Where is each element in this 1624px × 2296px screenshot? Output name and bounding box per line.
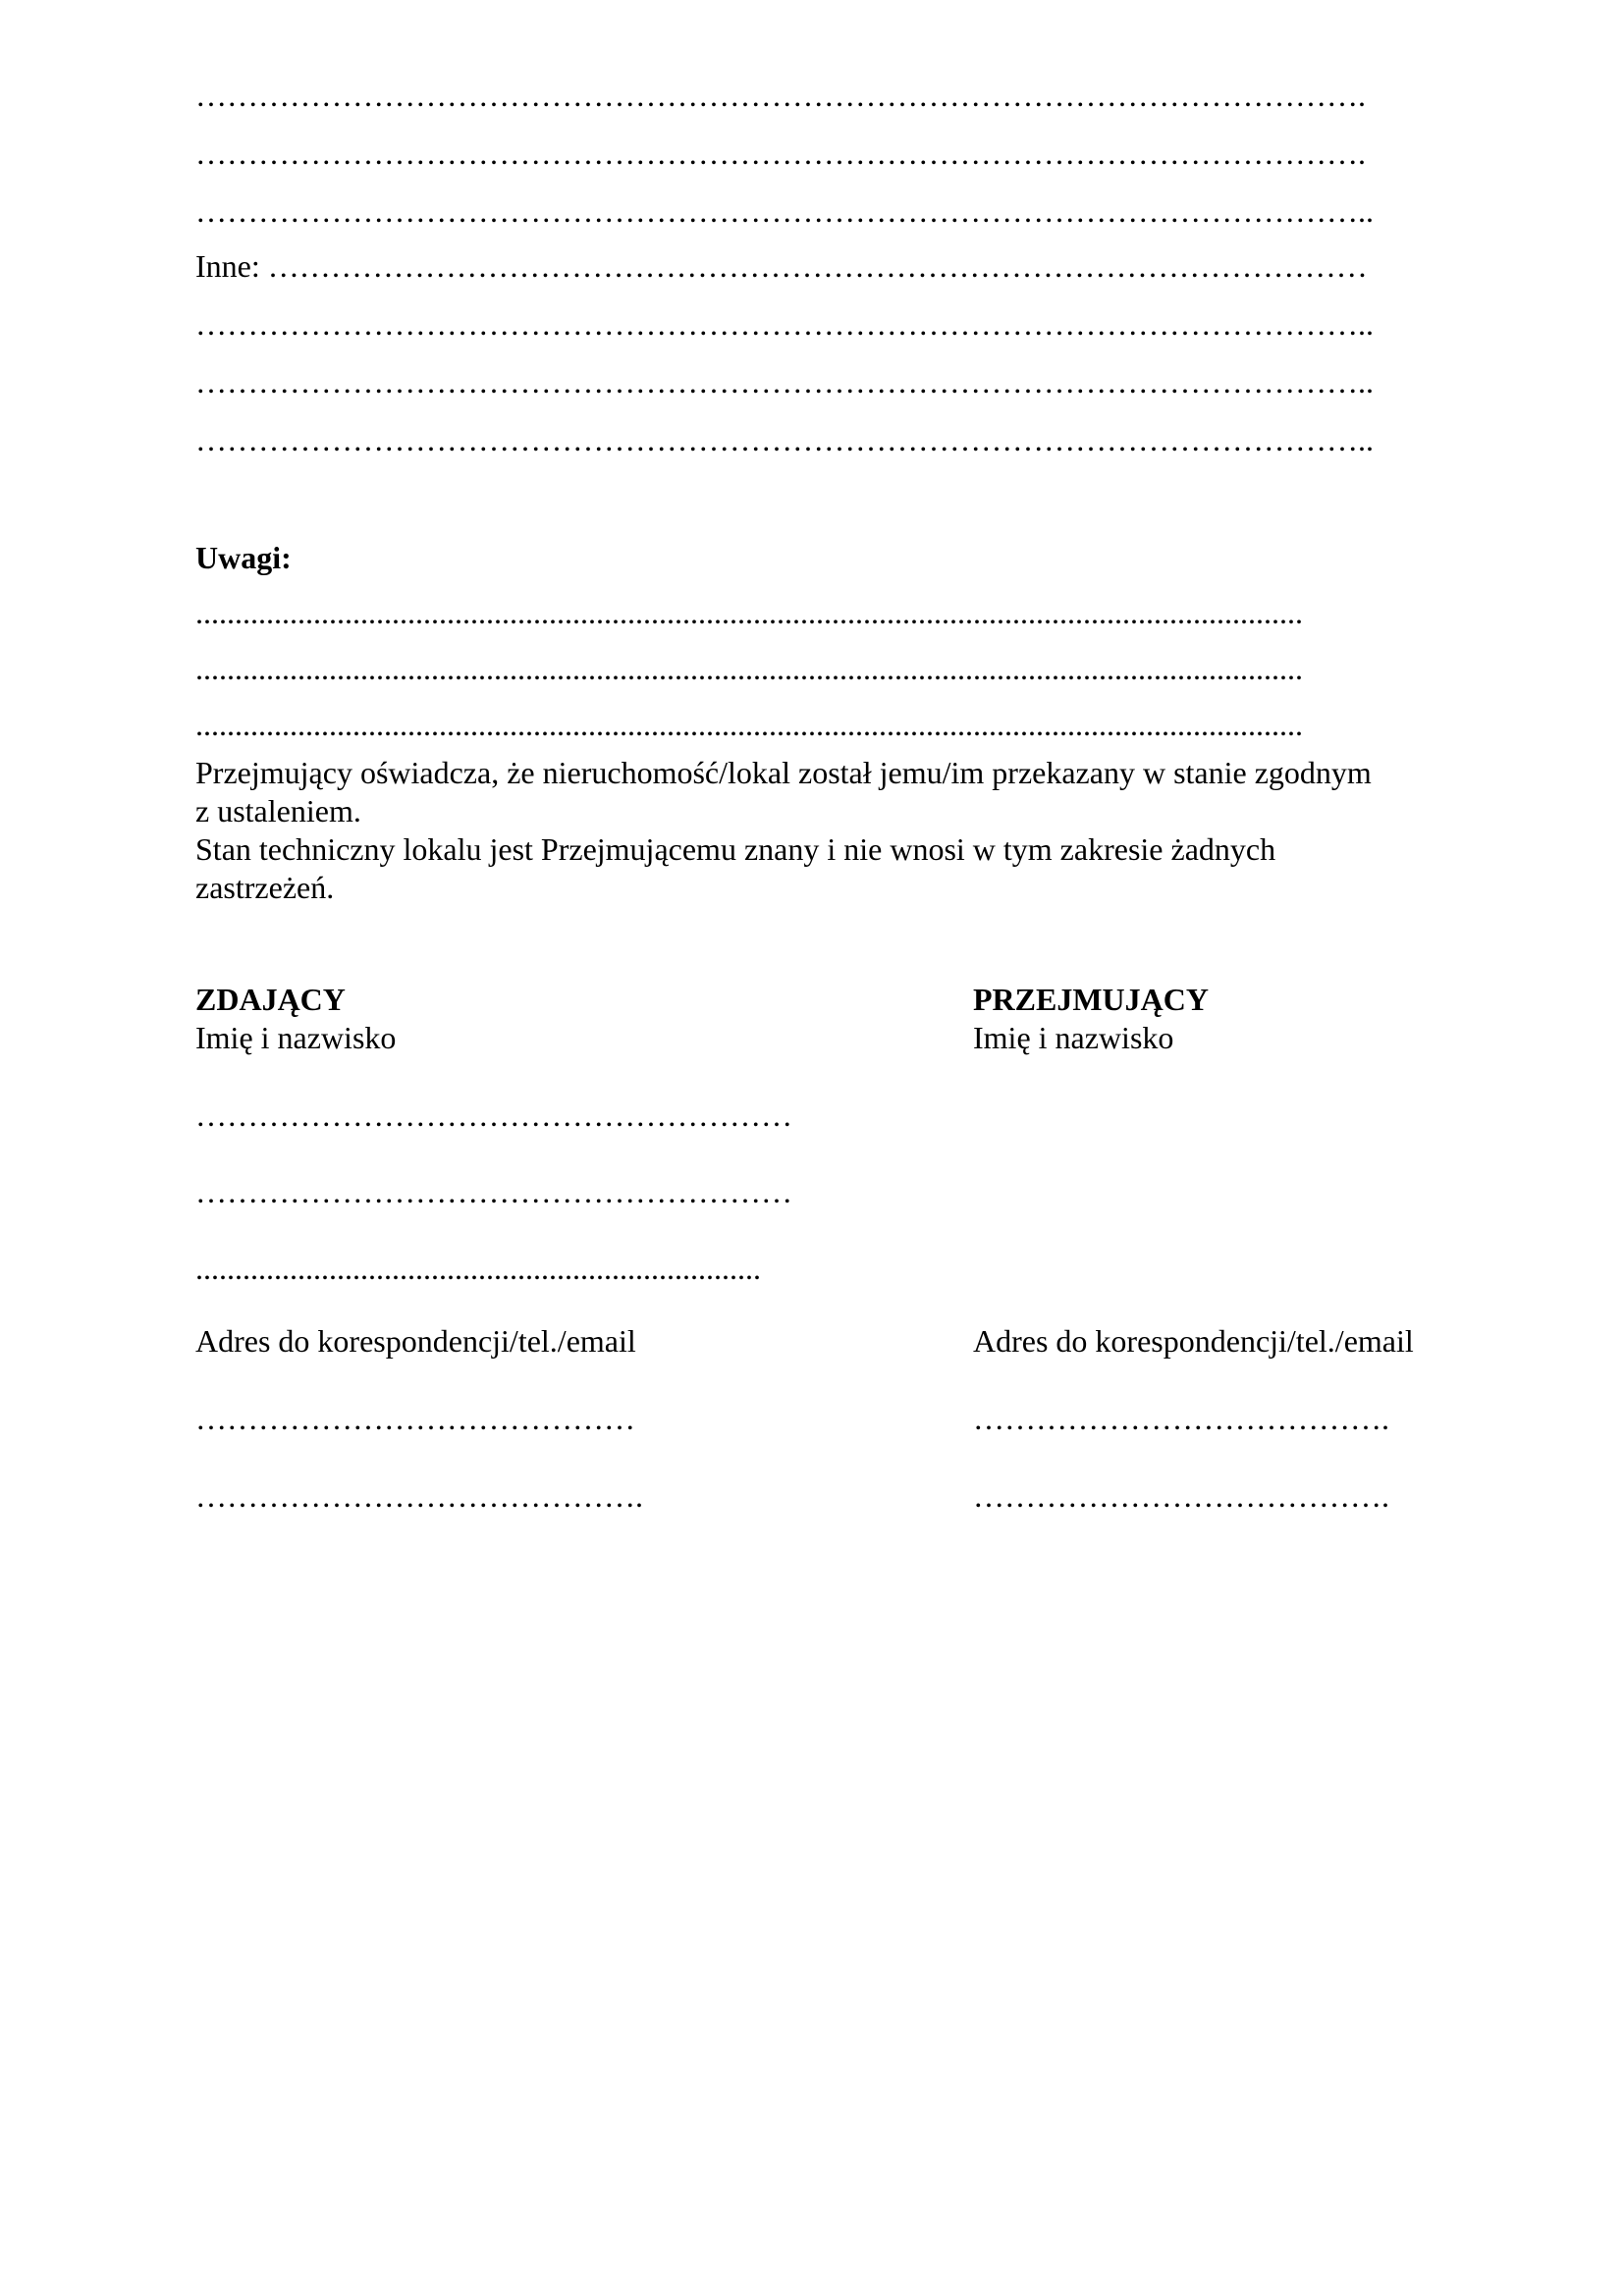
remarks-label: Uwagi:	[195, 540, 292, 575]
dotted-line[interactable]: …………………………………………………………………………………………………..	[195, 422, 1374, 457]
handover-party-heading: ZDAJĄCY	[195, 982, 346, 1017]
dotted-line[interactable]: …………………………………………………………………………………………………..	[195, 193, 1374, 229]
declaration-paragraph	[195, 754, 1442, 907]
handover-name-line[interactable]: …………………………………………………	[195, 1097, 792, 1133]
receiving-contact-line[interactable]: ………………………………….	[973, 1478, 1389, 1514]
receiving-contact-line[interactable]: ………………………………….	[973, 1401, 1389, 1436]
handover-name-line[interactable]: ........................................................................	[195, 1251, 761, 1286]
handover-name-label: Imię i nazwisko	[195, 1020, 397, 1055]
remarks-line[interactable]: .............................................................................................................................................	[195, 651, 1303, 686]
other-field[interactable]: Inne: ……………………………………………………………………………………………	[195, 248, 1368, 284]
dotted-line[interactable]: ………………………………………………………………………………………………….	[195, 135, 1366, 171]
declaration-line: zastrzeżeń.	[195, 870, 335, 905]
handover-contact-line[interactable]: ……………………………………	[195, 1401, 635, 1436]
receiving-party-heading: PRZEJMUJĄCY	[973, 982, 1209, 1017]
declaration-line: z ustaleniem.	[195, 793, 361, 828]
handover-contact-line[interactable]: …………………………………….	[195, 1478, 643, 1514]
remarks-line[interactable]: .............................................................................................................................................	[195, 707, 1303, 742]
handover-contact-label: Adres do korespondencji/tel./email	[195, 1323, 636, 1359]
declaration-line: Stan techniczny lokalu jest Przejmującemu znany i nie wnosi w tym zakresie żadnych	[195, 831, 1276, 867]
declaration-line: Przejmujący oświadcza, że nieruchomość/lokal został jemu/im przekazany w stanie zgodnym	[195, 755, 1372, 790]
dotted-line[interactable]: …………………………………………………………………………………………………..	[195, 306, 1374, 342]
handover-name-line[interactable]: …………………………………………………	[195, 1174, 792, 1209]
remarks-line[interactable]: .............................................................................................................................................	[195, 595, 1303, 630]
receiving-name-label: Imię i nazwisko	[973, 1020, 1174, 1055]
dotted-line[interactable]: ………………………………………………………………………………………………….	[195, 78, 1366, 113]
dotted-line[interactable]: …………………………………………………………………………………………………..	[195, 364, 1374, 400]
receiving-contact-label: Adres do korespondencji/tel./email	[973, 1323, 1414, 1359]
